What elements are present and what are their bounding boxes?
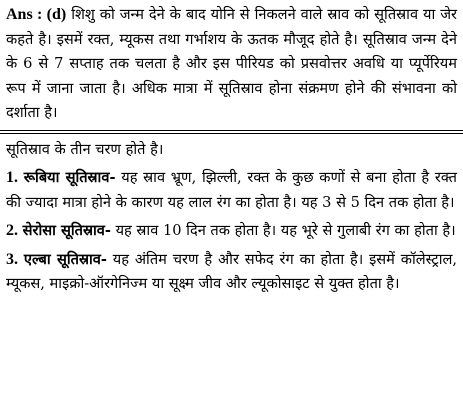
stage-title: रूबिया सूतिस्राव- <box>23 169 116 186</box>
stage-number: 3. <box>6 250 18 268</box>
stage-title: सेरोसा सूतिस्राव- <box>22 222 111 239</box>
stage-text: यह स्राव भ्रूण, झिल्ली, रक्त के कुछ कणों से बना होता है रक्त की ज्यादा मात्रा होने के कारण यह लाल रंग का होता है। यह 3 से 5 दिन तक होता है। <box>6 169 457 211</box>
answer-label: Ans : (d) <box>6 6 67 23</box>
answer-text: शिशु को जन्म देने के बाद योनि से निकलने वाले स्राव को सूतिस्राव या जेर कहते है। इसमें रक्त, म्यूकस तथा गर्भाशय के ऊतक मौजूद होते है। सूतिस्राव जन्म देने के 6 से 7 सप्ताह तक चलता है और इस पीरियड को प्रसवोत्तर अवधि या प्यूर्पेरियम रूप में जाना जाता है। अधिक मात्रा में सूतिस्राव होना संक्रमण होने की संभावना को दर्शाता है। <box>6 6 458 121</box>
answer-paragraph <box>6 3 457 126</box>
stage-text: यह अंतिम चरण है और सफेद रंग का होता है। इसमें कॉलेस्ट्राल, म्यूकस, माइक्रो-ऑरगेनिज्म या सूक्ष्म जीव और ल्यूकोसाइट से युक्त होता है। <box>6 250 458 292</box>
stage-item-serosa <box>6 219 457 244</box>
section-divider <box>0 130 463 134</box>
stage-number: 2. <box>6 222 18 239</box>
stages-intro: सूतिस्राव के तीन चरण होते है। <box>6 140 164 158</box>
stage-text: यह स्राव 10 दिन तक होता है। यह भूरे से गुलाबी रंग का होता है। <box>115 222 456 239</box>
stage-item-rubra <box>6 166 457 215</box>
stage-title: एल्बा सूतिस्राव- <box>23 250 107 268</box>
stage-item-alba <box>6 248 457 297</box>
stage-number: 1. <box>6 169 18 186</box>
